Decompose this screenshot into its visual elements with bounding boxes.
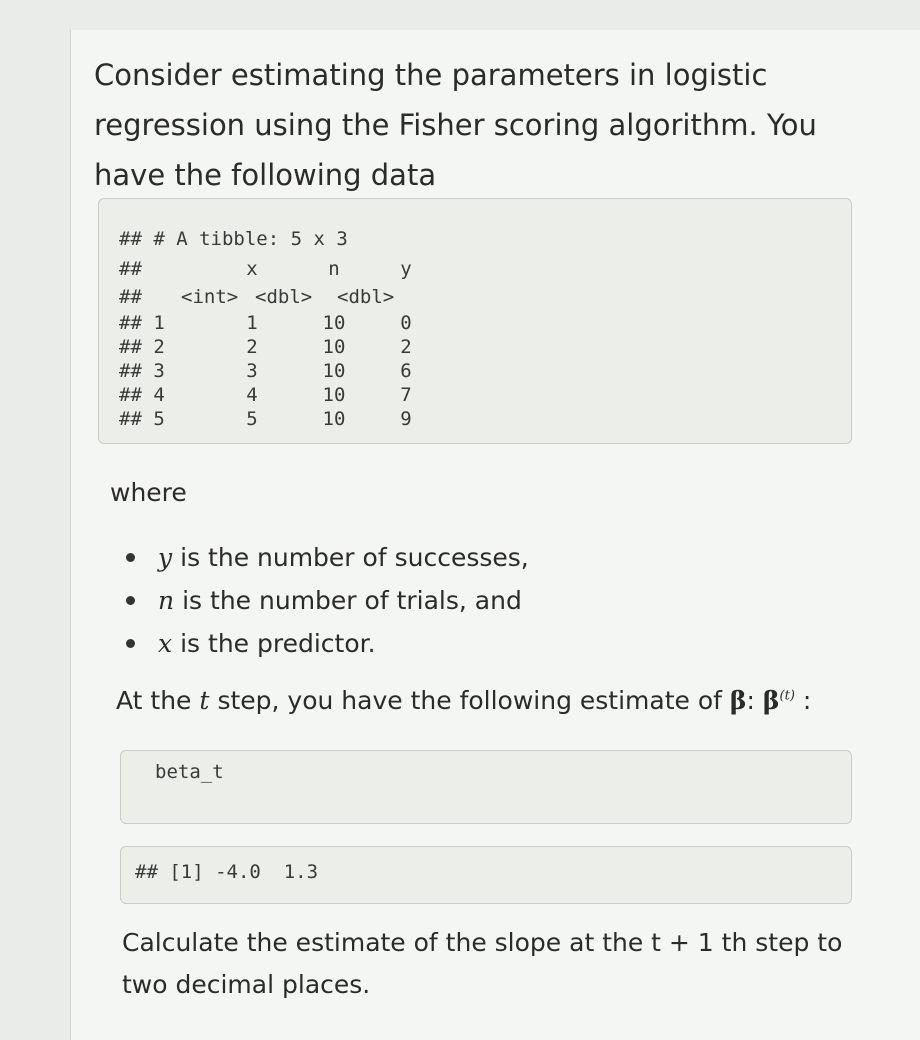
list-item (122, 579, 529, 622)
tibble-output-box (98, 198, 852, 444)
cell-n: 10 (322, 336, 346, 358)
cell-n: 10 (322, 384, 346, 406)
variable-description: is the number of trials, and (182, 586, 522, 615)
step-end: : (802, 686, 812, 715)
row-prefix: ## 1 (119, 312, 165, 334)
variable-symbol: n (158, 586, 175, 615)
row-prefix: ## 4 (119, 384, 165, 406)
list-item (122, 536, 529, 579)
line-prefix: ## (119, 258, 142, 280)
beta-t-superscript: (t) (779, 688, 795, 704)
variable-symbol: y (158, 543, 173, 572)
intro-text: Consider estimating the parameters in logistic regression using the Fisher scoring algorithm. You have the following data (94, 58, 817, 192)
variable-symbol: x (158, 629, 173, 658)
cell-x: 3 (246, 360, 258, 382)
beta-symbol: β (729, 686, 747, 715)
column-y: y (400, 258, 412, 280)
cell-x: 2 (246, 336, 258, 358)
cell-n: 10 (322, 312, 346, 334)
step-prefix: At the (116, 686, 192, 715)
column-x: x (246, 258, 258, 280)
variable-definitions-list (122, 536, 529, 665)
column-n: n (328, 258, 340, 280)
bullet-icon (126, 553, 135, 562)
type-y: <dbl> (337, 286, 395, 308)
cell-y: 9 (400, 408, 412, 430)
output-text: ## [1] -4.0 1.3 (135, 861, 319, 883)
beta-t-symbol: β (762, 686, 780, 715)
cell-x: 4 (246, 384, 258, 406)
type-x: <int> (181, 286, 239, 308)
code-output (120, 846, 852, 904)
code-chunk (120, 750, 852, 824)
step-middle: step, you have the following estimate of (217, 686, 722, 715)
cell-n: 10 (322, 360, 346, 382)
variable-description: is the number of successes, (180, 543, 529, 572)
where-label: where (110, 478, 187, 507)
variable-description: is the predictor. (180, 629, 376, 658)
tibble-header-text: ## # A tibble: 5 x 3 (119, 228, 348, 250)
bullet-icon (126, 639, 135, 648)
step-t-symbol: t (199, 686, 210, 715)
cell-x: 5 (246, 408, 258, 430)
line-prefix: ## (119, 286, 142, 308)
step-sentence (116, 686, 811, 715)
bullet-icon (126, 596, 135, 605)
cell-y: 6 (400, 360, 412, 382)
row-prefix: ## 5 (119, 408, 165, 430)
row-prefix: ## 3 (119, 360, 165, 382)
step-colon: : (746, 686, 755, 715)
cell-y: 2 (400, 336, 412, 358)
cell-y: 0 (400, 312, 412, 334)
code-text: beta_t (155, 761, 224, 783)
row-prefix: ## 2 (119, 336, 165, 358)
cell-x: 1 (246, 312, 258, 334)
cell-n: 10 (322, 408, 346, 430)
question-text: Calculate the estimate of the slope at the t + 1 th step to two decimal places. (122, 928, 843, 999)
cell-y: 7 (400, 384, 412, 406)
type-n: <dbl> (255, 286, 313, 308)
list-item (122, 622, 529, 665)
